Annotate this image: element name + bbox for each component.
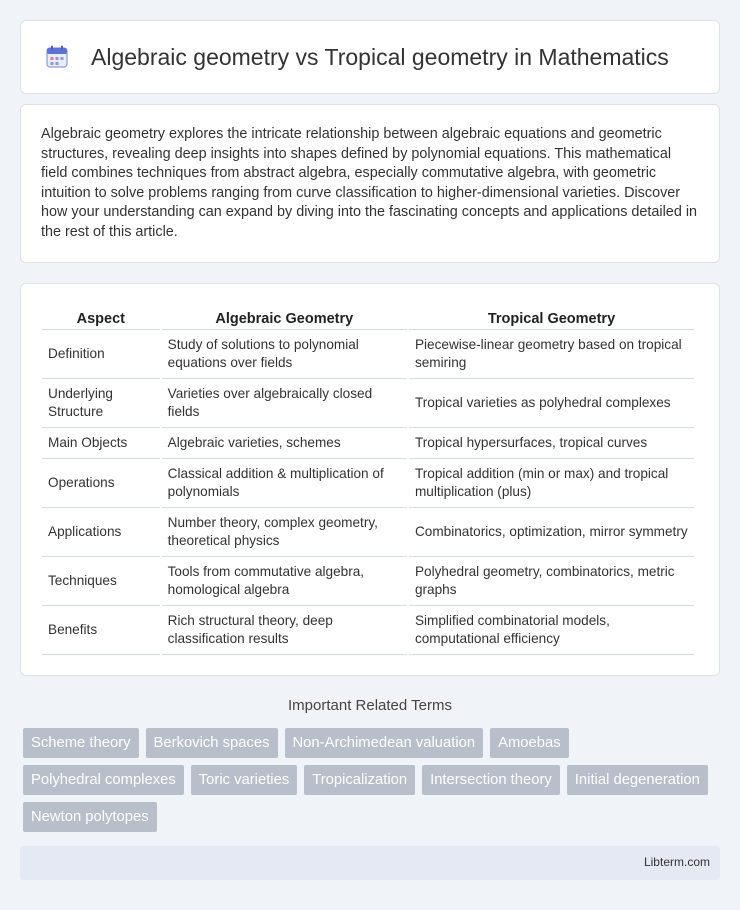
tag-berkovich-spaces[interactable]: Berkovich spaces — [146, 728, 278, 758]
table-cell: Operations — [42, 459, 160, 508]
header-aspect: Aspect — [42, 304, 160, 330]
table-cell: Underlying Structure — [42, 379, 160, 428]
table-row — [42, 428, 694, 459]
tag-polyhedral-complexes[interactable]: Polyhedral complexes — [23, 765, 184, 795]
footer — [20, 846, 720, 880]
table-cell: Polyhedral geometry, combinatorics, metric graphs — [409, 557, 694, 606]
related-terms-list — [23, 728, 723, 839]
table-cell: Piecewise-linear geometry based on tropical semiring — [409, 330, 694, 379]
table-cell: Tropical varieties as polyhedral complexes — [409, 379, 694, 428]
table-cell: Benefits — [42, 606, 160, 655]
tag-non-archimedean-valuation[interactable]: Non-Archimedean valuation — [285, 728, 484, 758]
tag-newton-polytopes[interactable]: Newton polytopes — [23, 802, 157, 832]
calendar-icon — [45, 44, 71, 70]
comparison-table — [40, 304, 696, 655]
comparison-table-card — [20, 283, 720, 676]
table-row — [42, 459, 694, 508]
title-card — [20, 20, 720, 94]
intro-card — [20, 104, 720, 263]
tag-toric-varieties[interactable]: Toric varieties — [191, 765, 297, 795]
tag-scheme-theory[interactable]: Scheme theory — [23, 728, 139, 758]
table-row — [42, 557, 694, 606]
table-row — [42, 379, 694, 428]
tag-intersection-theory[interactable]: Intersection theory — [422, 765, 560, 795]
header-algebraic-geometry: Algebraic Geometry — [162, 304, 407, 330]
table-cell: Definition — [42, 330, 160, 379]
tag-initial-degeneration[interactable]: Initial degeneration — [567, 765, 708, 795]
page-title: Algebraic geometry vs Tropical geometry in Mathematics — [91, 43, 669, 70]
table-row — [42, 508, 694, 557]
table-cell: Varieties over algebraically closed fields — [162, 379, 407, 428]
table-cell: Combinatorics, optimization, mirror symmetry — [409, 508, 694, 557]
table-cell: Tools from commutative algebra, homological algebra — [162, 557, 407, 606]
table-row — [42, 606, 694, 655]
table-header-row — [42, 304, 694, 330]
tag-amoebas[interactable]: Amoebas — [490, 728, 569, 758]
table-row — [42, 330, 694, 379]
table-cell: Classical addition & multiplication of polynomials — [162, 459, 407, 508]
table-cell: Applications — [42, 508, 160, 557]
table-cell: Number theory, complex geometry, theoretical physics — [162, 508, 407, 557]
related-terms-heading: Important Related Terms — [288, 697, 452, 714]
table-cell: Tropical hypersurfaces, tropical curves — [409, 428, 694, 459]
table-cell: Techniques — [42, 557, 160, 606]
tag-tropicalization[interactable]: Tropicalization — [304, 765, 415, 795]
header-tropical-geometry: Tropical Geometry — [409, 304, 694, 330]
table-cell: Rich structural theory, deep classification results — [162, 606, 407, 655]
table-cell: Algebraic varieties, schemes — [162, 428, 407, 459]
table-cell: Tropical addition (min or max) and tropical multiplication (plus) — [409, 459, 694, 508]
table-cell: Simplified combinatorial models, computational efficiency — [409, 606, 694, 655]
table-cell: Study of solutions to polynomial equations over fields — [162, 330, 407, 379]
footer-site-link[interactable]: Libterm.com — [643, 855, 710, 869]
intro-paragraph: Algebraic geometry explores the intricate relationship between algebraic equations and geometric structures, revealing deep insights into shapes defined by polynomial equations. This mathematical field combines techniques from abstract algebra, especially commutative algebra, with geometric intuition to solve problems ranging from curve classification to higher-dimensional varieties. Discover how your understanding can expand by diving into the fascinating concepts and applications detailed in the rest of this article. — [41, 126, 698, 240]
table-cell: Main Objects — [42, 428, 160, 459]
